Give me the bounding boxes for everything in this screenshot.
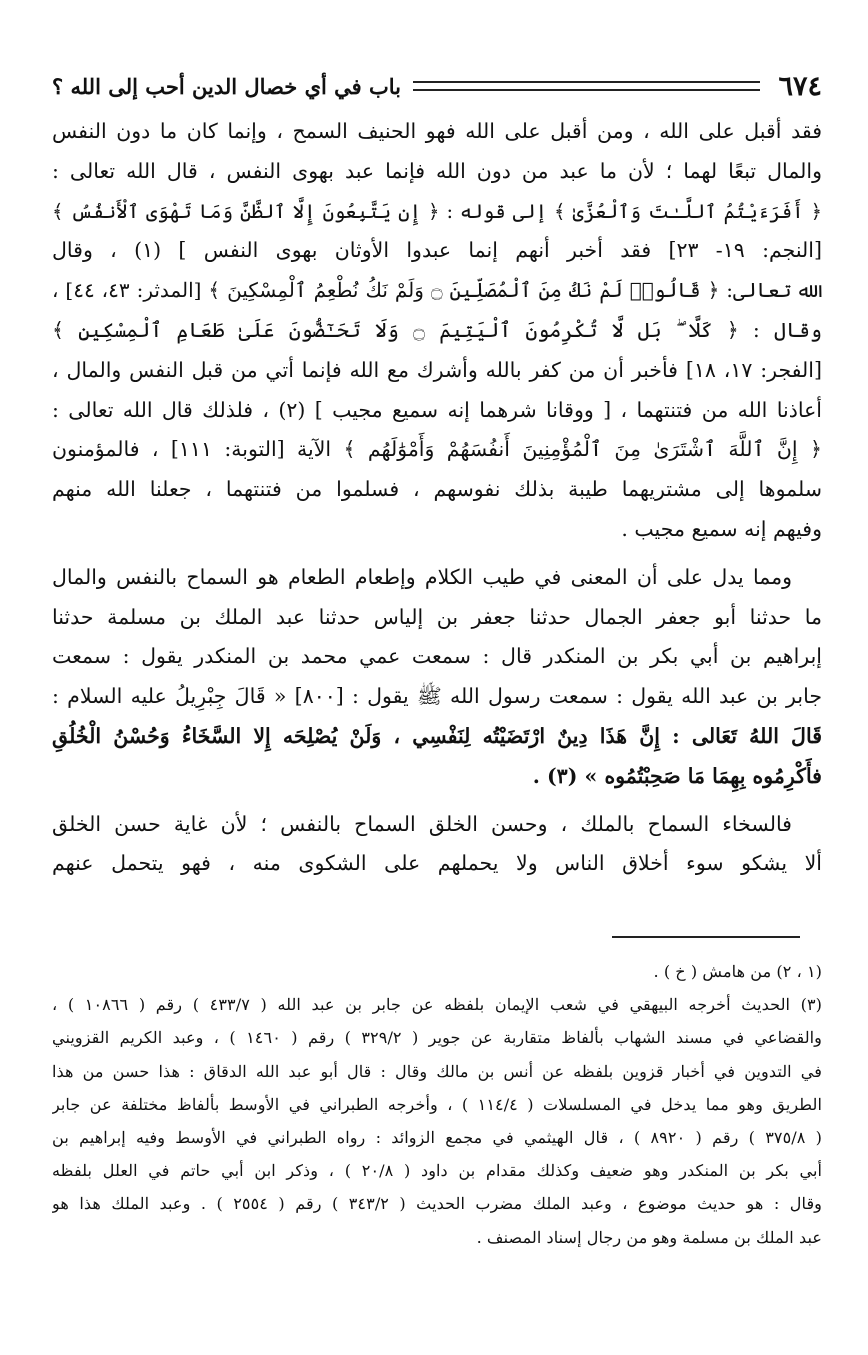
hadith-line: جابر بن عبد الله يقول : سمعت رسول الله ﷺ يقول : [٨٠٠] « قَالَ جِبْرِيلُ عليه السلام : (52, 684, 822, 709)
footnotes (52, 955, 822, 1254)
text-line: ألا يشكو سوء أخلاق الناس ولا يحملهم على الشكوى منه ، فهو يتحمل عنهم (52, 851, 822, 876)
chapter-title: باب في أي خصال الدين أحب إلى الله ؟ (52, 73, 402, 99)
text-line: والمال تبعًا لهما ؛ لأن ما عبد من دون الله فإنما عبد بهوى النفس ، قال الله تعالى : (52, 158, 822, 183)
text-line: سلموها إلى مشتريهما طيبة بذلك نفوسهم ، فسلموا من فتنتهما ، جعلنا الله منهم (52, 477, 822, 502)
footnote-line: عبد الملك بن مسلمة وهو من رجال إسناد المصنف . (476, 1227, 822, 1247)
quran-verse-line: الله تعالى: ﴿ قَالُوا۟ لَمْ نَكُ مِنَ ٱلْمُصَلِّينَ ۝ وَلَمْ نَكُ نُطْعِمُ ٱلْمِسْكِينَ ﴾ [المدثر: ٤٣، ٤٤] ، (52, 278, 822, 303)
quran-verse-line: ﴿ أَفَرَءَيْتُمُ ٱللَّـٰتَ وَٱلْعُزَّىٰ ﴾ إلى قوله : ﴿ إِن يَتَّبِعُونَ إِلَّا ٱلظَّنَّ وَمَا تَهْوَى ٱلْأَنفُسُ ﴾ (52, 199, 822, 223)
hadith-text-line: قَالَ اللهُ تَعَالى : إِنَّ هَذَا دِينٌ ارْتَضَيْتُه لِنَفْسِي ، وَلَنْ يُصْلِحَه إِلا السَّخَاءُ وَحُسْنُ الْخُلُقِ (52, 723, 822, 748)
text-line: إبراهيم بن أبي بكر بن المنكدر قال : سمعت عمي محمد بن المنكدر يقول : سمعت (52, 644, 822, 669)
quran-verse-line: ﴿ إِنَّ ٱللَّهَ ٱشْتَرَىٰ مِنَ ٱلْمُؤْمِنِينَ أَنفُسَهُمْ وَأَمْوَٰلَهُم ﴾ الآية [التوبة: ١١١] ، فالمؤمنون (52, 437, 822, 462)
footnote-line: (٣) الحديث أخرجه البيهقي في شعب الإيمان بلفظه عن جابر بن عبد الله ( ٤٣٣/٧ ) رقم ( ١٠٨٦٦ ) ، (52, 995, 822, 1015)
footnote-line: (١ ، ٢) من هامش ( خ ) . (653, 962, 822, 981)
footnote-line: الطريق وهو مما يدخل في المسلسلات ( ١١٤/٤ ) ، وأخرجه الطبراني في الأوسط بألفاظ مختلفة عن جابر (52, 1094, 822, 1114)
footnote-line: ( ٣٧٥/٨ ) رقم ( ٨٩٢٠ ) ، قال الهيثمي في مجمع الزوائد : رواه الطبراني في الأوسط وفيه إبراهيم بن (52, 1127, 822, 1147)
text-line: فقد أقبل على الله ، ومن أقبل على الله فهو الحنيف السمح ، وإنما كان ما دون النفس (52, 119, 822, 143)
running-header (52, 66, 822, 106)
text-line: وفيهم إنه سميع مجيب . (621, 516, 822, 541)
quran-verse-line: وقال : ﴿ كَلَّا ۖ بَل لَّا تُكْرِمُونَ ٱلْيَتِيمَ ۝ وَلَا تَحَـٰٓضُّونَ عَلَىٰ طَعَامِ ٱلْمِسْكِينِ ﴾ (52, 317, 822, 342)
text-line: [النجم: ١٩- ٢٣] فقد أخبر أنهم إنما عبدوا الأوثان بهوى النفس ] (١) ، وقال (52, 238, 822, 263)
text-line: ومما يدل على أن المعنى في طيب الكلام وإطعام الطعام هو السماح بالنفس والمال (52, 564, 792, 589)
text-line: أعاذنا الله من فتنتهما ، [ ووقانا شرهما إنه سميع مجيب ] (٢) ، فلذلك قال الله تعالى : (52, 397, 822, 422)
footnote-line: في التدوين في أخبار قزوين بلفظه عن أنس بن مالك وقال : قال أبو عبد الله الدقاق : هذا حسن من هذا (52, 1061, 822, 1081)
text-line: [الفجر: ١٧، ١٨] فأخبر أن من كفر بالله وأشرك مع الله فإنما أتي من قبل النفس والمال ، (52, 357, 822, 382)
hadith-text-line: فأَكْرِمُوه بِهِمَا مَا صَحِبْتُمُوه » (٣) . (532, 763, 822, 788)
main-text (52, 112, 822, 884)
text-line: ما حدثنا أبو جعفر الجمال حدثنا جعفر بن إلياس حدثنا عبد الملك بن مسلمة حدثنا (52, 604, 822, 629)
footnote-line: أبي بكر بن المنكدر وهو ضعيف وكذلك مقدام بن داود ( ٢٠/٨ ) ، وذكر ابن أبي حاتم في العلل بلفظه (52, 1161, 822, 1181)
header-double-rule (413, 81, 760, 91)
text-line: فالسخاء السماح بالملك ، وحسن الخلق السماح بالنفس ؛ لأن غاية حسن الخلق (52, 811, 792, 836)
footnote-separator (612, 936, 800, 938)
footnote-line: وقال : هو حديث موضوع ، وعبد الملك مضرب الحديث ( ٣٤٣/٢ ) رقم ( ٢٥٥٤ ) . وعبد الملك هذا هو (52, 1194, 822, 1214)
page-number: ٦٧٤ (778, 70, 822, 102)
footnote-line: والقضاعي في مسند الشهاب بألفاظ متقاربة عن جوير ( ٣٢٩/٢ ) رقم ( ١٤٦٠ ) ، وعبد الكريم القزويني (52, 1028, 822, 1048)
